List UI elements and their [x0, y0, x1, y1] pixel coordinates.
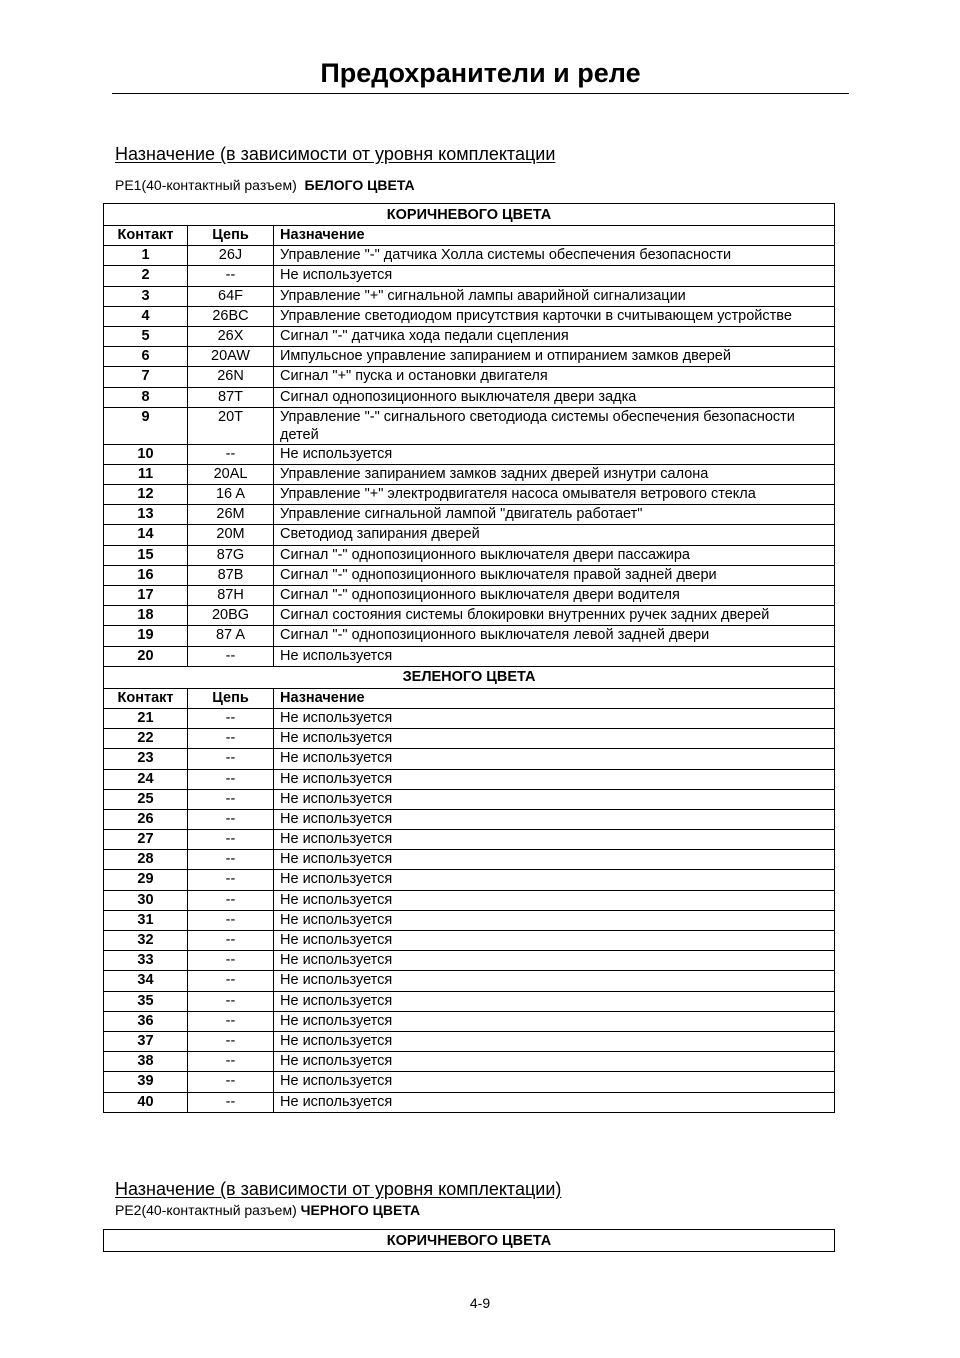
pin-purpose: Не используется: [274, 1031, 835, 1051]
pin-number: 27: [104, 830, 188, 850]
pin-number: 16: [104, 565, 188, 585]
pin-number: 17: [104, 586, 188, 606]
table-row: [104, 971, 835, 991]
table-row: [104, 347, 835, 367]
pin-number: 19: [104, 626, 188, 646]
table-row: [104, 789, 835, 809]
pin-number: 13: [104, 505, 188, 525]
table-row: [104, 306, 835, 326]
header-circuit: Цепь: [188, 688, 274, 708]
table-row: [104, 708, 835, 728]
table-row: [104, 646, 835, 666]
table-row: [104, 464, 835, 484]
circuit-code: --: [188, 870, 274, 890]
circuit-code: --: [188, 1072, 274, 1092]
pin-purpose: Сигнал "-" однопозиционного выключателя правой задней двери: [274, 565, 835, 585]
circuit-code: --: [188, 1011, 274, 1031]
group-title-row: [104, 1230, 835, 1252]
page-title: Предохранители и реле: [320, 58, 641, 88]
circuit-code: 20AW: [188, 347, 274, 367]
circuit-code: 87G: [188, 545, 274, 565]
pin-number: 32: [104, 931, 188, 951]
pin-number: 26: [104, 809, 188, 829]
table-row: [104, 246, 835, 266]
pin-purpose: Не используется: [274, 809, 835, 829]
pin-purpose: Не используется: [274, 789, 835, 809]
circuit-code: 87 A: [188, 626, 274, 646]
group-title-row: [104, 204, 835, 226]
table-row: [104, 870, 835, 890]
circuit-code: --: [188, 729, 274, 749]
pin-purpose: Сигнал состояния системы блокировки внутренних ручек задних дверей: [274, 606, 835, 626]
pin-number: 18: [104, 606, 188, 626]
circuit-code: --: [188, 890, 274, 910]
circuit-code: 26N: [188, 367, 274, 387]
section2-connector-color: ЧЕРНОГО ЦВЕТА: [300, 1202, 421, 1218]
pin-purpose: Не используется: [274, 870, 835, 890]
circuit-code: --: [188, 971, 274, 991]
section1-connector: [115, 177, 415, 193]
circuit-code: --: [188, 266, 274, 286]
circuit-code: --: [188, 910, 274, 930]
pin-purpose: Не используется: [274, 991, 835, 1011]
circuit-code: --: [188, 444, 274, 464]
section2-connector-label: PE2(40-контактный разъем): [115, 1202, 297, 1218]
circuit-code: --: [188, 809, 274, 829]
circuit-code: --: [188, 931, 274, 951]
pin-purpose: Не используется: [274, 749, 835, 769]
circuit-code: --: [188, 850, 274, 870]
pin-purpose: Не используется: [274, 850, 835, 870]
pin-purpose: Управление "+" электродвигателя насоса омывателя ветрового стекла: [274, 485, 835, 505]
table-row: [104, 626, 835, 646]
pin-purpose: Управление "+" сигнальной лампы аварийной сигнализации: [274, 286, 835, 306]
header-contact: Контакт: [104, 688, 188, 708]
table-row: [104, 749, 835, 769]
table-row: [104, 830, 835, 850]
table-row: [104, 991, 835, 1011]
table-row: [104, 951, 835, 971]
table-row: [104, 387, 835, 407]
circuit-code: 64F: [188, 286, 274, 306]
table-row: [104, 809, 835, 829]
table-row: [104, 565, 835, 585]
circuit-code: 26X: [188, 326, 274, 346]
group-title-brown: КОРИЧНЕВОГО ЦВЕТА: [104, 204, 835, 226]
pin-number: 1: [104, 246, 188, 266]
pin-number: 10: [104, 444, 188, 464]
pin-purpose: Светодиод запирания дверей: [274, 525, 835, 545]
pin-purpose: Сигнал "+" пуска и остановки двигателя: [274, 367, 835, 387]
pin-number: 25: [104, 789, 188, 809]
pin-purpose: Не используется: [274, 931, 835, 951]
circuit-code: --: [188, 1092, 274, 1112]
circuit-code: --: [188, 769, 274, 789]
circuit-code: 26J: [188, 246, 274, 266]
pin-purpose: Управление "-" датчика Холла системы обеспечения безопасности: [274, 246, 835, 266]
pin-purpose: Управление "-" сигнального светодиода системы обеспечения безопасности детей: [274, 407, 835, 444]
pin-number: 7: [104, 367, 188, 387]
pin-purpose: Не используется: [274, 444, 835, 464]
pin-purpose: Сигнал "-" однопозиционного выключателя двери водителя: [274, 586, 835, 606]
pin-purpose: Сигнал однопозиционного выключателя двери задка: [274, 387, 835, 407]
pin-number: 22: [104, 729, 188, 749]
table-row: [104, 1092, 835, 1112]
table-row: [104, 931, 835, 951]
table-row: [104, 407, 835, 444]
circuit-code: --: [188, 951, 274, 971]
pin-number: 34: [104, 971, 188, 991]
pin-number: 14: [104, 525, 188, 545]
pin-number: 38: [104, 1052, 188, 1072]
circuit-code: --: [188, 749, 274, 769]
pin-number: 39: [104, 1072, 188, 1092]
circuit-code: 20M: [188, 525, 274, 545]
section1-connector-label: PE1(40-контактный разъем): [115, 177, 297, 193]
pin-number: 21: [104, 708, 188, 728]
table-row: [104, 850, 835, 870]
circuit-code: 16 A: [188, 485, 274, 505]
pin-number: 36: [104, 1011, 188, 1031]
table-row: [104, 1031, 835, 1051]
pin-number: 28: [104, 850, 188, 870]
pin-number: 15: [104, 545, 188, 565]
pin-purpose: Сигнал "-" однопозиционного выключателя левой задней двери: [274, 626, 835, 646]
pinout-table-pe2: [103, 1229, 835, 1252]
pin-number: 33: [104, 951, 188, 971]
circuit-code: 26M: [188, 505, 274, 525]
section2-connector: [115, 1202, 420, 1218]
section2-heading: Назначение (в зависимости от уровня комплектации): [115, 1179, 562, 1199]
table-row: [104, 910, 835, 930]
pin-number: 11: [104, 464, 188, 484]
circuit-code: 20AL: [188, 464, 274, 484]
table-row: [104, 1072, 835, 1092]
pin-number: 37: [104, 1031, 188, 1051]
pin-number: 8: [104, 387, 188, 407]
pin-purpose: Не используется: [274, 729, 835, 749]
pin-purpose: Не используется: [274, 646, 835, 666]
circuit-code: --: [188, 789, 274, 809]
table-row: [104, 367, 835, 387]
table-row: [104, 769, 835, 789]
pin-number: 40: [104, 1092, 188, 1112]
pin-purpose: Не используется: [274, 708, 835, 728]
pinout-table-pe1: [103, 203, 835, 1113]
pin-number: 12: [104, 485, 188, 505]
table-header-row: [104, 226, 835, 246]
pin-number: 23: [104, 749, 188, 769]
pin-number: 6: [104, 347, 188, 367]
circuit-code: --: [188, 1031, 274, 1051]
circuit-code: --: [188, 830, 274, 850]
pin-number: 2: [104, 266, 188, 286]
section1-heading: Назначение (в зависимости от уровня комплектации: [115, 144, 556, 164]
pin-number: 4: [104, 306, 188, 326]
table-row: [104, 1052, 835, 1072]
group-title-row: [104, 666, 835, 688]
circuit-code: --: [188, 991, 274, 1011]
table-row: [104, 545, 835, 565]
circuit-code: --: [188, 1052, 274, 1072]
pin-purpose: Импульсное управление запиранием и отпиранием замков дверей: [274, 347, 835, 367]
table-row: [104, 485, 835, 505]
pin-number: 30: [104, 890, 188, 910]
pin-purpose: Не используется: [274, 890, 835, 910]
pin-number: 3: [104, 286, 188, 306]
circuit-code: --: [188, 646, 274, 666]
table-header-row: [104, 688, 835, 708]
group-title-green: ЗЕЛЕНОГО ЦВЕТА: [104, 666, 835, 688]
pin-purpose: Не используется: [274, 769, 835, 789]
pin-purpose: Не используется: [274, 1011, 835, 1031]
table-row: [104, 505, 835, 525]
header-purpose: Назначение: [274, 688, 835, 708]
circuit-code: 87T: [188, 387, 274, 407]
circuit-code: 20BG: [188, 606, 274, 626]
circuit-code: 87H: [188, 586, 274, 606]
pin-purpose: Не используется: [274, 971, 835, 991]
pin-purpose: Не используется: [274, 830, 835, 850]
pin-purpose: Не используется: [274, 951, 835, 971]
pin-number: 9: [104, 407, 188, 444]
pin-number: 20: [104, 646, 188, 666]
section1-connector-color: БЕЛОГО ЦВЕТА: [304, 177, 415, 193]
header-circuit: Цепь: [188, 226, 274, 246]
table-row: [104, 586, 835, 606]
table-row: [104, 525, 835, 545]
table-row: [104, 286, 835, 306]
title-underline: [112, 93, 849, 94]
table-row: [104, 266, 835, 286]
pin-purpose: Сигнал "-" датчика хода педали сцепления: [274, 326, 835, 346]
circuit-code: 26BC: [188, 306, 274, 326]
pin-purpose: Управление сигнальной лампой "двигатель работает": [274, 505, 835, 525]
pin-purpose: Сигнал "-" однопозиционного выключателя двери пассажира: [274, 545, 835, 565]
circuit-code: 87B: [188, 565, 274, 585]
pin-purpose: Не используется: [274, 1052, 835, 1072]
pin-number: 35: [104, 991, 188, 1011]
pin-purpose: Управление запиранием замков задних дверей изнутри салона: [274, 464, 835, 484]
page-number: 4-9: [469, 1295, 491, 1311]
circuit-code: 20T: [188, 407, 274, 444]
table-row: [104, 729, 835, 749]
table-row: [104, 326, 835, 346]
pin-number: 31: [104, 910, 188, 930]
pin-purpose: Не используется: [274, 1092, 835, 1112]
pin-number: 24: [104, 769, 188, 789]
pin-purpose: Не используется: [274, 266, 835, 286]
header-purpose: Назначение: [274, 226, 835, 246]
table-row: [104, 606, 835, 626]
pin-purpose: Не используется: [274, 1072, 835, 1092]
table-row: [104, 444, 835, 464]
header-contact: Контакт: [104, 226, 188, 246]
pin-purpose: Управление светодиодом присутствия карточки в считывающем устройстве: [274, 306, 835, 326]
pin-number: 5: [104, 326, 188, 346]
pin-purpose: Не используется: [274, 910, 835, 930]
pin-number: 29: [104, 870, 188, 890]
table-row: [104, 1011, 835, 1031]
circuit-code: --: [188, 708, 274, 728]
group-title-brown: КОРИЧНЕВОГО ЦВЕТА: [104, 1230, 835, 1252]
table-row: [104, 890, 835, 910]
